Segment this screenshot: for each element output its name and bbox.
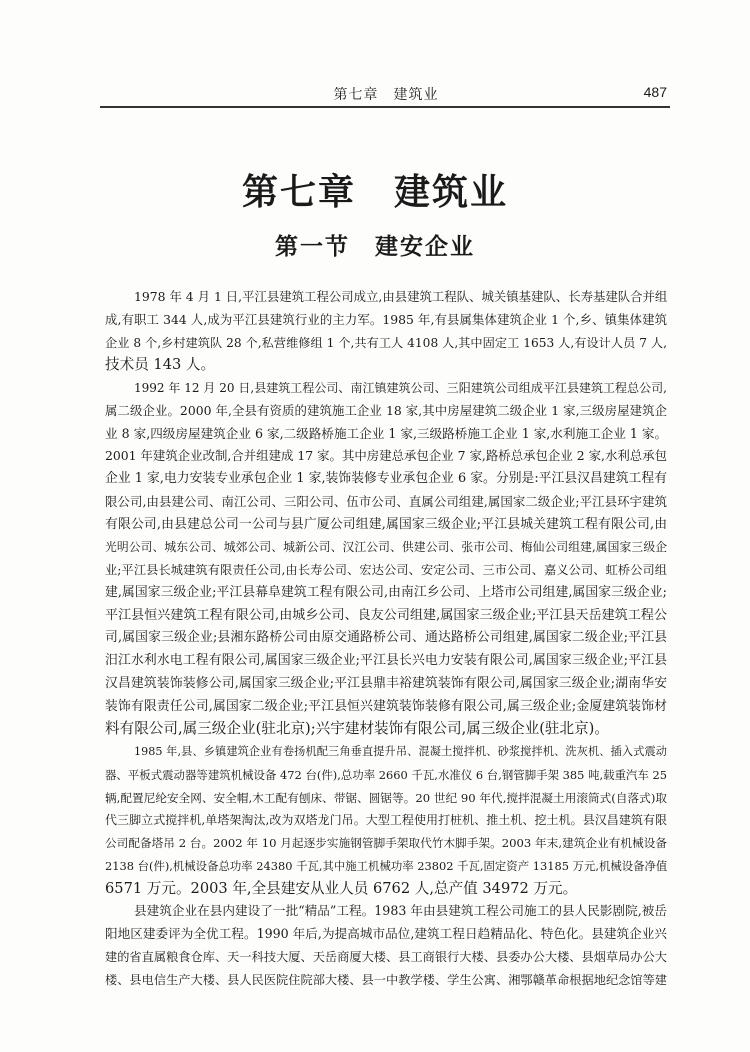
running-head-title: 第七章 建筑业 (333, 87, 439, 103)
text-line: 代三脚立式搅拌机,单塔架淘汰,改为双塔龙门吊。大型工程使用打桩机、推土机、挖土机。县汉昌建筑有限 (105, 813, 667, 828)
body-text (105, 286, 667, 991)
text-line: 限公司,由县建公司、南江公司、三阳公司、伍市公司、直属公司组建,属国家二级企业;平江县环宇建筑 (105, 493, 667, 509)
paragraph (105, 286, 667, 377)
text-line: 属二级企业。2000 年,全县有资质的建筑施工企业 18 家,其中房屋建筑二级企业 1 家,三级房屋建筑企 (105, 402, 667, 418)
text-line: 2138 台(件),机械设备总功率 24380 千瓦,其中施工机械功率 23802 千瓦,固定资产 13185 万元,机械设备净值 (105, 858, 668, 873)
text-line: 1985 年,县、乡镇建筑企业有卷扬机配三角垂直提升吊、混凝土搅拌机、砂浆搅拌机、洗灰机、插入式震动 (134, 745, 667, 758)
text-line: 1992 年 12 月 20 日,县建筑工程公司、南江镇建筑公司、三阳建筑公司组成平江县建筑工程总公司, (134, 381, 667, 395)
text-line: 技术员 143 人。 (105, 356, 216, 374)
text-line: 司,属国家三级企业;县湘东路桥公司由原交通路桥公司、通达路桥公司组建,属国家二级企业;平江县 (105, 630, 667, 646)
text-line: 6571 万元。2003 年,全县建安从业人员 6762 人,总产值 34972 万元。 (105, 879, 578, 897)
text-line: 装饰有限责任公司,属国家二级企业;平江县恒兴建筑装饰装修有限公司,属三级企业;金厦建筑装饰材 (105, 698, 667, 714)
text-line: 2001 年建筑企业改制,合并组建成 17 家。其中房建总承包企业 7 家,路桥总承包企业 2 家,水利总承包 (105, 448, 667, 464)
page-number: 487 (643, 84, 667, 100)
text-line: 料有限公司,属三级企业(驻北京);兴宇建材装饰有限公司,属三级企业(驻北京)。 (105, 720, 609, 738)
section-title: 第一节 建安企业 (275, 233, 475, 260)
text-line: 建,属国家三级企业;平江县幕阜建筑工程有限公司,由南江乡公司、上塔市公司组建,属国家三级企业; (105, 584, 667, 600)
text-line: 业;平江县长城建筑有限责任公司,由长寿公司、宏达公司、安定公司、三市公司、嘉义公司、虹桥公司组 (105, 563, 667, 577)
paragraph (105, 900, 667, 991)
text-line: 阳地区建委评为全优工程。1990 年后,为提高城市品位,建筑工程日趋精品化、特色化。县建筑企业兴 (105, 926, 667, 941)
running-head (105, 84, 667, 104)
text-line: 公司配备塔吊 2 台。2002 年 10 月起逐步实施钢管脚手架取代竹木脚手架。2003 年末,建筑企业有机械设备 (105, 836, 667, 850)
text-line: 建的省直属粮食仓库、天一科技大厦、天岳商厦大楼、县工商银行大楼、县委办公大楼、县烟草局办公大 (105, 949, 667, 964)
text-line: 辆,配置尼纶安全网、安全帽,木工配有刨床、带锯、圆锯等。20 世纪 90 年代,搅拌混凝土用滚筒式(自落式)取 (105, 790, 667, 805)
text-line: 汉昌建筑装饰装修公司,属国家三级企业;平江县鼎丰裕建筑装饰有限公司,属国家三级企业;湖南华安 (105, 675, 667, 691)
text-line: 企业 1 家,电力安装专业承包企业 1 家,装饰装修专业承包企业 6 家。分别是:平江县汉昌建筑工程有 (105, 471, 667, 486)
text-line: 1978 年 4 月 1 日,平江县建筑工程公司成立,由县建筑工程队、城关镇基建队、长寿基建队合并组 (134, 289, 668, 304)
paragraph (105, 377, 667, 741)
text-line: 有限公司,由县建总公司一公司与县广厦公司组建,属国家三级企业;平江县城关建筑工程有限公司,由 (105, 516, 667, 532)
text-line: 业 8 家,四级房屋建筑企业 6 家,二级路桥施工企业 1 家,三级路桥施工企业 1 家,水利施工企业 1 家。 (105, 425, 668, 441)
text-line: 县建筑企业在县内建设了一批“精品”工程。1983 年由县建筑工程公司施工的县人民影剧院,被岳 (134, 903, 667, 919)
text-line: 平江县恒兴建筑工程有限公司,由城乡公司、良友公司组建,属国家三级企业;平江县天岳建筑工程公 (105, 607, 667, 623)
paragraph (105, 741, 667, 900)
header-rule (100, 106, 670, 108)
text-line: 企业 8 个,乡村建筑队 28 个,私营维修组 1 个,共有工人 4108 人,其中固定工 1653 人,有设计人员 7 人, (105, 335, 667, 350)
text-line: 汨江水利水电工程有限公司,属国家三级企业;平江县长兴电力安装有限公司,属国家三级企业;平江县 (105, 653, 667, 668)
text-line: 光明公司、城东公司、城郊公司、城新公司、汉江公司、供建公司、张市公司、梅仙公司组建,属国家三级企 (105, 540, 667, 555)
chapter-title: 第七章 建筑业 (241, 171, 508, 213)
text-line: 器、平板式震动器等建筑机械设备 472 台(件),总功率 2660 千瓦,水准仪 6 台,钢管脚手架 385 吨,载重汽车 25 (105, 767, 667, 782)
text-line: 成,有职工 344 人,成为平江县建筑行业的主力军。1985 年,有县属集体建筑企业 1 个,乡、镇集体建筑 (105, 311, 667, 327)
text-line: 楼、县电信生产大楼、县人民医院住院部大楼、县一中教学楼、学生公寓、湘鄂赣革命根据地纪念馆等建 (105, 972, 667, 987)
